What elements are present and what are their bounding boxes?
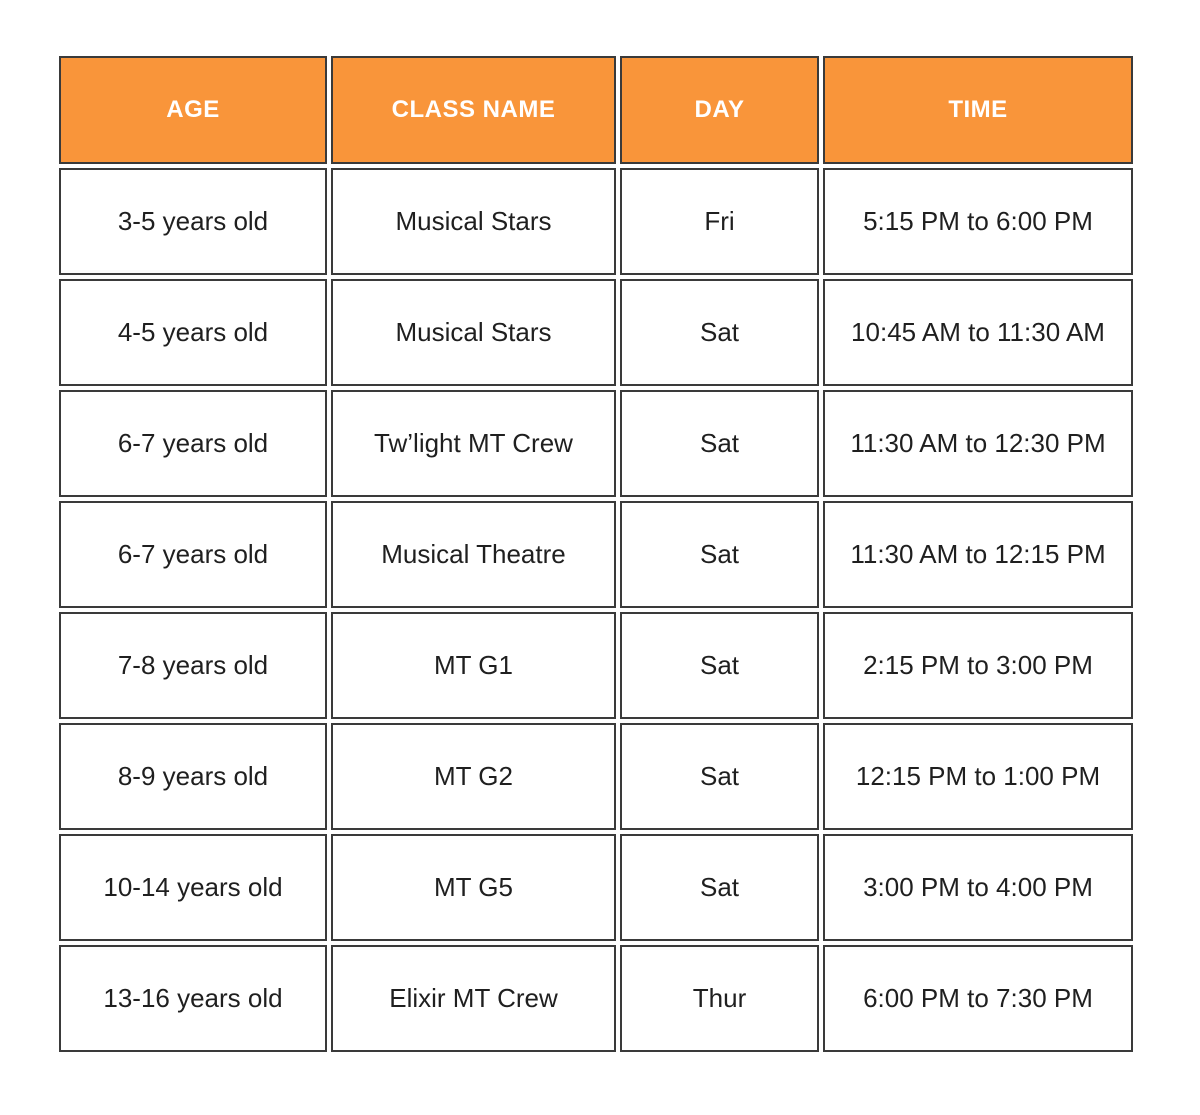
cell-age: 8-9 years old <box>59 723 327 830</box>
cell-age: 13-16 years old <box>59 945 327 1052</box>
cell-class-name: Musical Stars <box>331 279 616 386</box>
table-row <box>59 501 1133 608</box>
cell-class-name: MT G1 <box>331 612 616 719</box>
cell-day: Thur <box>620 945 819 1052</box>
table-row <box>59 723 1133 830</box>
header-day: DAY <box>620 56 819 164</box>
table-row <box>59 945 1133 1052</box>
table-body <box>59 168 1133 1052</box>
table-row <box>59 612 1133 719</box>
cell-class-name: Tw’light MT Crew <box>331 390 616 497</box>
cell-day: Sat <box>620 501 819 608</box>
table-row <box>59 834 1133 941</box>
header-row <box>59 56 1133 164</box>
cell-time: 3:00 PM to 4:00 PM <box>823 834 1133 941</box>
cell-class-name: Musical Stars <box>331 168 616 275</box>
cell-age: 3-5 years old <box>59 168 327 275</box>
cell-age: 10-14 years old <box>59 834 327 941</box>
cell-age: 6-7 years old <box>59 390 327 497</box>
cell-class-name: Elixir MT Crew <box>331 945 616 1052</box>
table-header <box>59 56 1133 164</box>
cell-day: Sat <box>620 390 819 497</box>
cell-time: 11:30 AM to 12:15 PM <box>823 501 1133 608</box>
cell-time: 11:30 AM to 12:30 PM <box>823 390 1133 497</box>
table-row <box>59 390 1133 497</box>
cell-day: Sat <box>620 279 819 386</box>
cell-day: Sat <box>620 723 819 830</box>
cell-day: Sat <box>620 612 819 719</box>
cell-class-name: MT G2 <box>331 723 616 830</box>
table-row <box>59 168 1133 275</box>
class-schedule-table <box>55 52 1137 1056</box>
cell-age: 4-5 years old <box>59 279 327 386</box>
cell-age: 7-8 years old <box>59 612 327 719</box>
table-row <box>59 279 1133 386</box>
header-time: TIME <box>823 56 1133 164</box>
cell-time: 5:15 PM to 6:00 PM <box>823 168 1133 275</box>
header-class-name: CLASS NAME <box>331 56 616 164</box>
cell-class-name: Musical Theatre <box>331 501 616 608</box>
cell-class-name: MT G5 <box>331 834 616 941</box>
cell-day: Sat <box>620 834 819 941</box>
cell-age: 6-7 years old <box>59 501 327 608</box>
cell-time: 10:45 AM to 11:30 AM <box>823 279 1133 386</box>
header-age: AGE <box>59 56 327 164</box>
cell-time: 12:15 PM to 1:00 PM <box>823 723 1133 830</box>
cell-day: Fri <box>620 168 819 275</box>
cell-time: 2:15 PM to 3:00 PM <box>823 612 1133 719</box>
cell-time: 6:00 PM to 7:30 PM <box>823 945 1133 1052</box>
